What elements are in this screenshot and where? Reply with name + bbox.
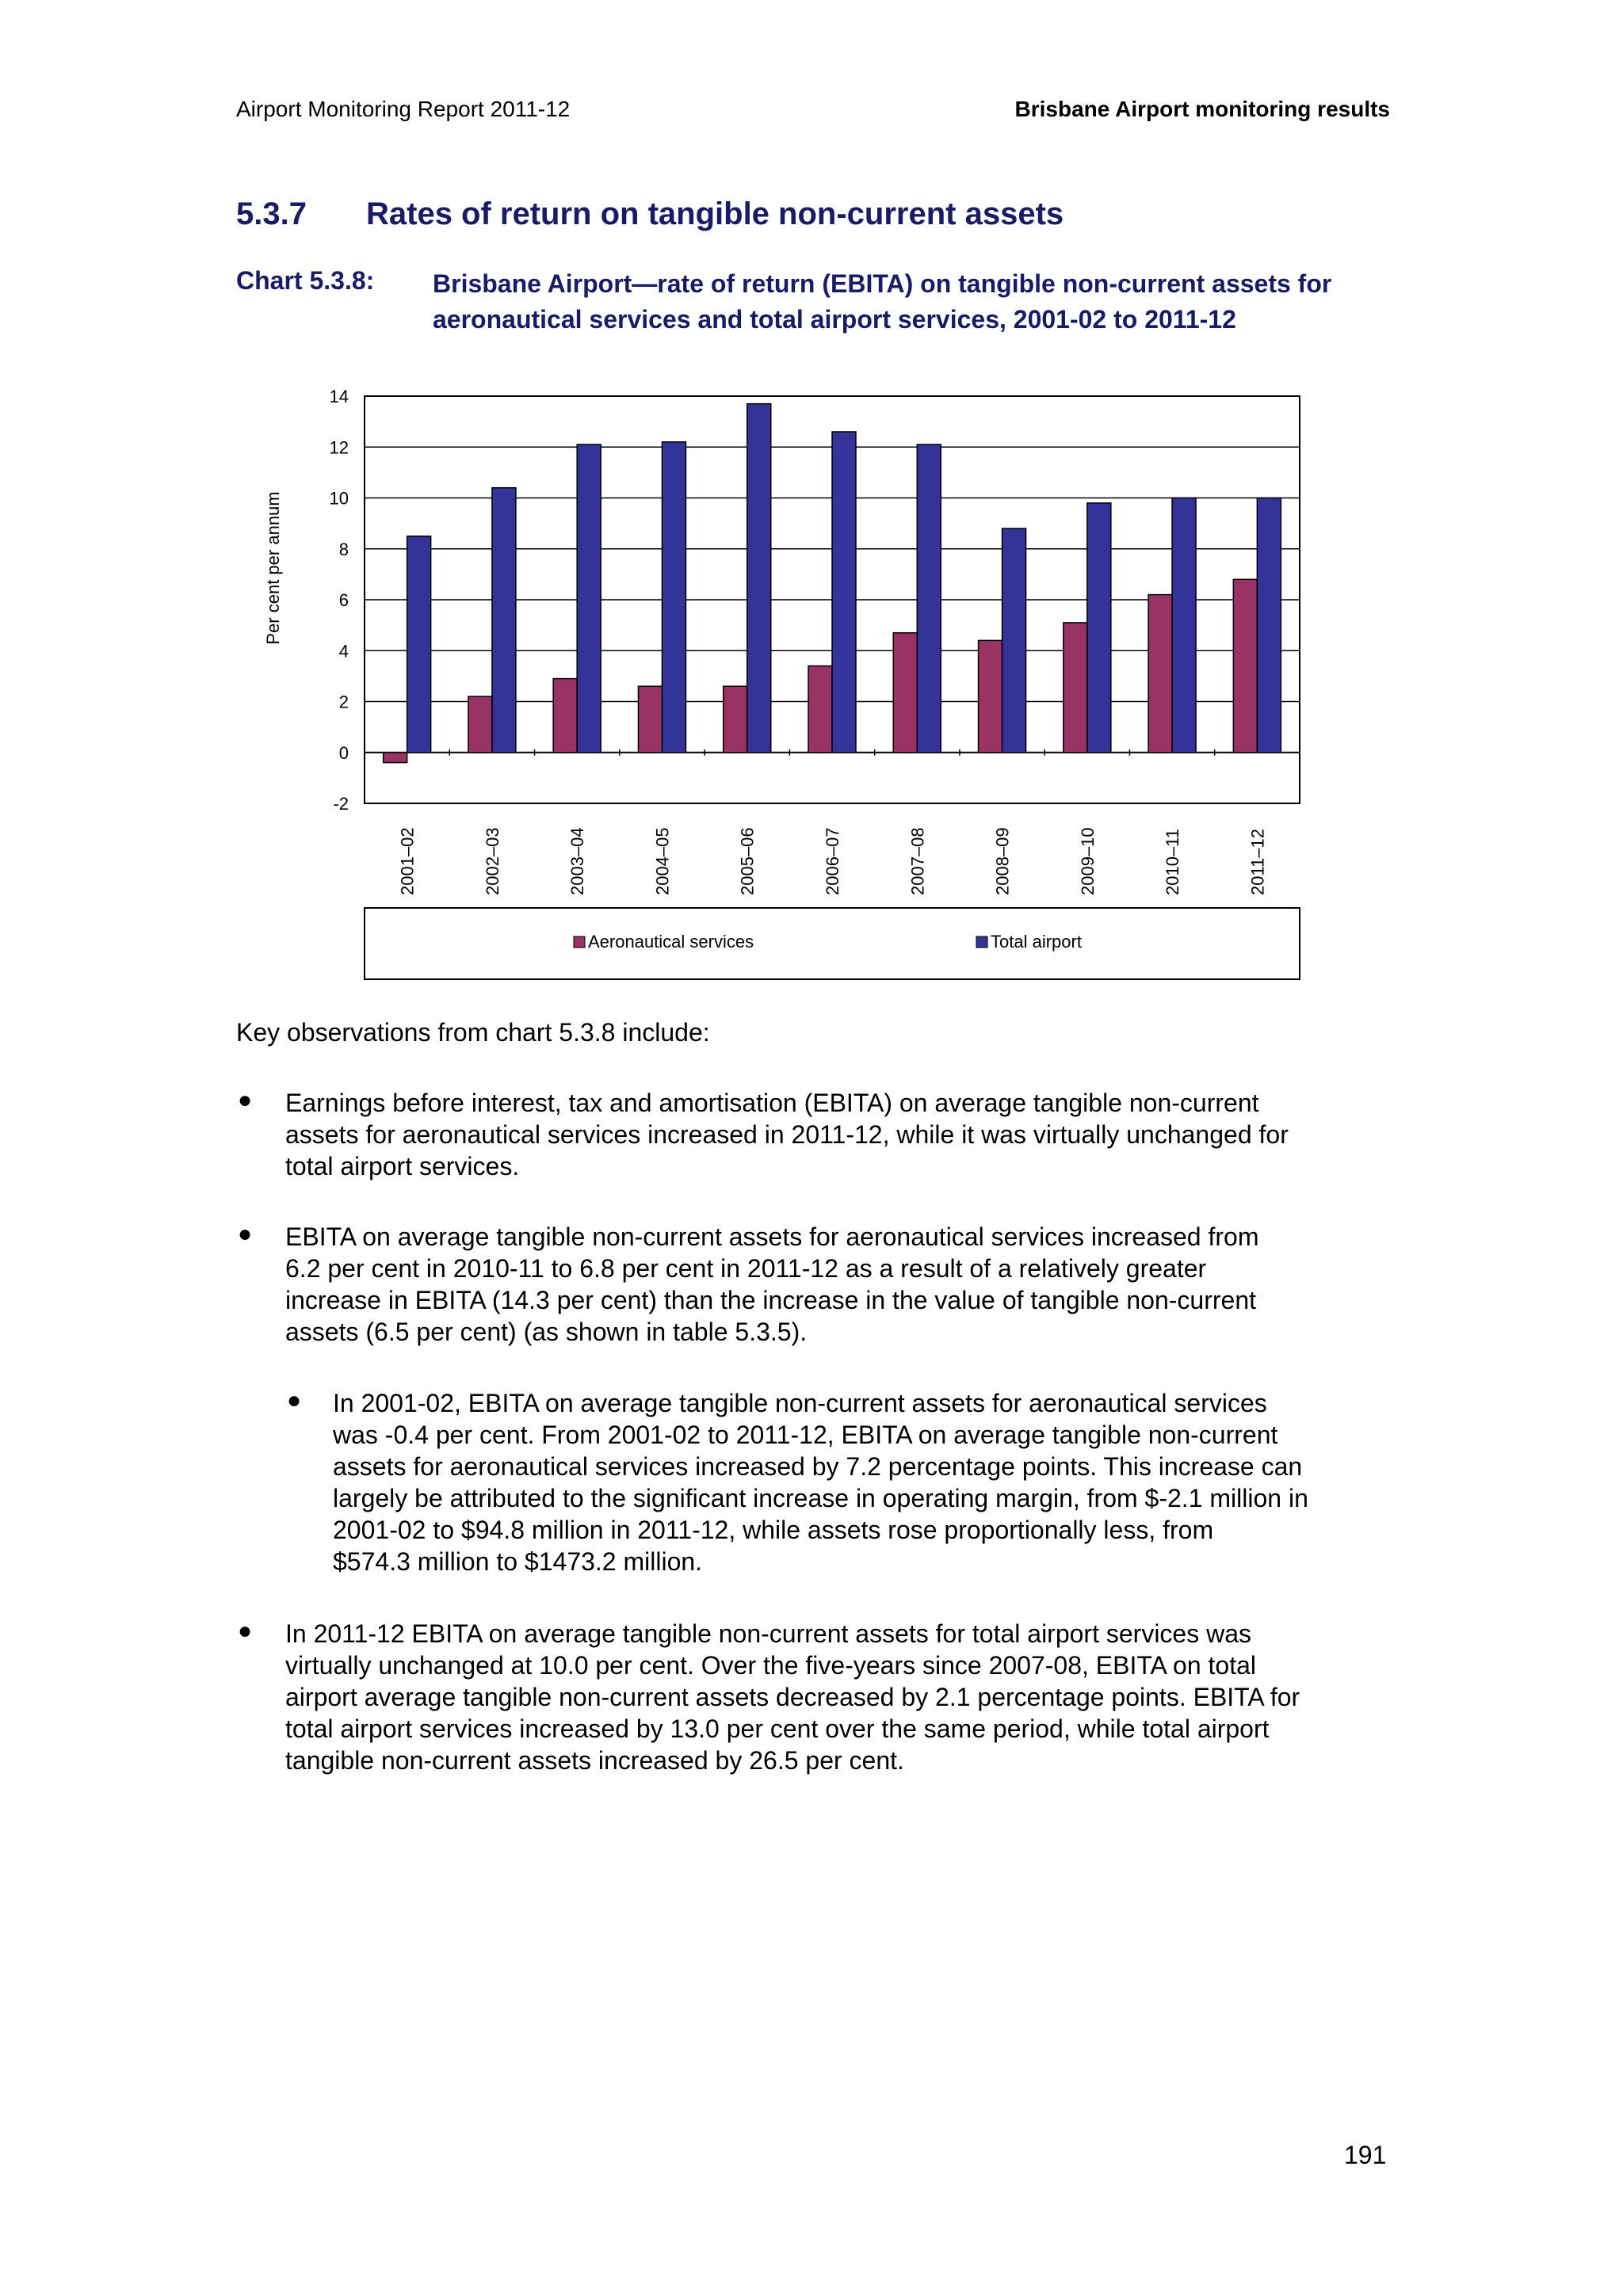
legend-swatch [976,936,987,948]
bar-total-airport [577,444,601,753]
y-tick-label: 4 [338,641,349,662]
bullet-2-line: increase in EBITA (14.3 per cent) than the increase in the value of tangible non-current [285,1286,1257,1314]
x-category-label: 2010–11 [1163,828,1183,895]
bar-total-airport [1257,498,1281,753]
y-tick-label: 8 [338,539,349,559]
bar-aeronautical [384,753,407,763]
legend-label: Total airport [991,932,1082,952]
section-number: 5.3.7 [236,196,307,231]
bullet-4-text [285,1618,1300,1776]
x-category-label: 2001–02 [397,827,418,895]
bullet-3-text [333,1387,1308,1577]
bar-chart [238,372,1347,990]
bullet-4-line: total airport services increased by 13.0 per cent over the same period, while total airport [285,1714,1270,1743]
legend-label: Aeronautical services [588,932,754,952]
bullet-3-line: 2001-02 to $94.8 million in 2011-12, while assets rose proportionally less, from [333,1516,1214,1544]
bullet-1-line: Earnings before interest, tax and amortisation (EBITA) on average tangible non-current [285,1089,1259,1117]
bullet-4-line: airport average tangible non-current assets decreased by 2.1 percentage points. EBITA for [285,1683,1300,1711]
bar-aeronautical [1064,623,1087,753]
x-category-label: 2009–10 [1077,827,1098,895]
bullet-4-line: tangible non-current assets increased by 26.5 per cent. [285,1746,904,1775]
bar-total-airport [747,404,771,753]
bullet-symbol: ● [238,1221,253,1247]
header-report-title: Airport Monitoring Report 2011-12 [236,97,571,121]
bullet-symbol: ● [238,1087,253,1113]
bar-aeronautical [468,696,492,753]
bullet-symbol: ● [238,1618,253,1644]
bullet-3-line: assets for aeronautical services increased by 7.2 percentage points. This increase can [333,1452,1303,1481]
bar-aeronautical [979,640,1002,752]
bullet-2-text [285,1221,1258,1348]
bar-aeronautical [724,686,747,753]
bar-aeronautical [638,686,662,753]
bar-aeronautical [1233,579,1257,752]
legend-box [365,908,1300,979]
bar-aeronautical [893,633,917,753]
bullet-3-line: was -0.4 per cent. From 2001-02 to 2011-12, EBITA on average tangible non-current [333,1421,1278,1449]
observations-intro: Key observations from chart 5.3.8 include: [236,1018,710,1047]
x-category-label: 2004–05 [652,827,673,895]
x-category-label: 2002–03 [482,827,502,895]
x-category-label: 2005–06 [737,827,758,895]
bar-total-airport [1087,503,1111,753]
legend-swatch [574,936,585,948]
bullet-2-line: assets (6.5 per cent) (as shown in table 5.3.5). [285,1318,808,1346]
chart-caption-title: Brisbane Airport—rate of return (EBITA) on tangible non-current assets for aeronautical services and total airport services, 2001-02 to 2011-12 [433,269,1332,334]
y-tick-label: 12 [329,437,349,458]
x-category-label: 2007–08 [907,827,928,895]
x-category-label: 2006–07 [823,827,842,895]
bullet-1-text [285,1087,1289,1182]
x-category-label: 2008–09 [992,827,1013,895]
page-number: 191 [1344,2141,1387,2169]
bar-aeronautical [808,666,832,753]
bullet-4-line: In 2011-12 EBITA on average tangible non-current assets for total airport services was [285,1619,1252,1648]
y-tick-label: -2 [333,794,349,814]
bar-total-airport [1172,498,1196,753]
bullet-1-line: assets for aeronautical services increased in 2011-12, while it was virtually unchanged for [285,1120,1289,1149]
y-tick-label: 6 [338,590,349,610]
bar-total-airport [407,536,431,753]
bullet-3-line: $574.3 million to $1473.2 million. [333,1547,703,1576]
bar-total-airport [1002,528,1026,753]
bullet-3-line: In 2001-02, EBITA on average tangible non-current assets for aeronautical services [333,1389,1267,1417]
bar-total-airport [832,432,856,753]
chart-caption-label: Chart 5.3.8: [236,266,375,295]
bullet-symbol: ● [287,1387,302,1413]
bullet-1-line: total airport services. [285,1152,520,1180]
bar-total-airport [917,444,941,753]
y-tick-label: 10 [329,488,349,509]
y-axis-label: Per cent per annum [263,491,283,645]
bullet-2-line: EBITA on average tangible non-current assets for aeronautical services increased from [285,1222,1259,1251]
y-tick-label: 14 [329,387,349,406]
bullet-2-line: 6.2 per cent in 2010-11 to 6.8 per cent in 2011-12 as a result of a relatively greater [285,1254,1207,1283]
x-category-label: 2003–04 [567,827,588,895]
bar-total-airport [492,488,516,753]
bar-aeronautical [1148,595,1172,753]
bullet-3-line: largely be attributed to the significant increase in operating margin, from $-2.1 million in [333,1484,1308,1512]
y-tick-label: 2 [338,692,349,712]
bar-aeronautical [553,679,577,753]
x-category-label: 2011–12 [1247,828,1268,895]
bullet-4-line: virtually unchanged at 10.0 per cent. Over the five-years since 2007-08, EBITA on total [285,1651,1256,1680]
bar-total-airport [662,442,685,753]
header-section-title: Brisbane Airport monitoring results [1014,97,1390,121]
y-tick-label: 0 [338,742,349,763]
section-title: Rates of return on tangible non-current assets [366,196,1064,231]
